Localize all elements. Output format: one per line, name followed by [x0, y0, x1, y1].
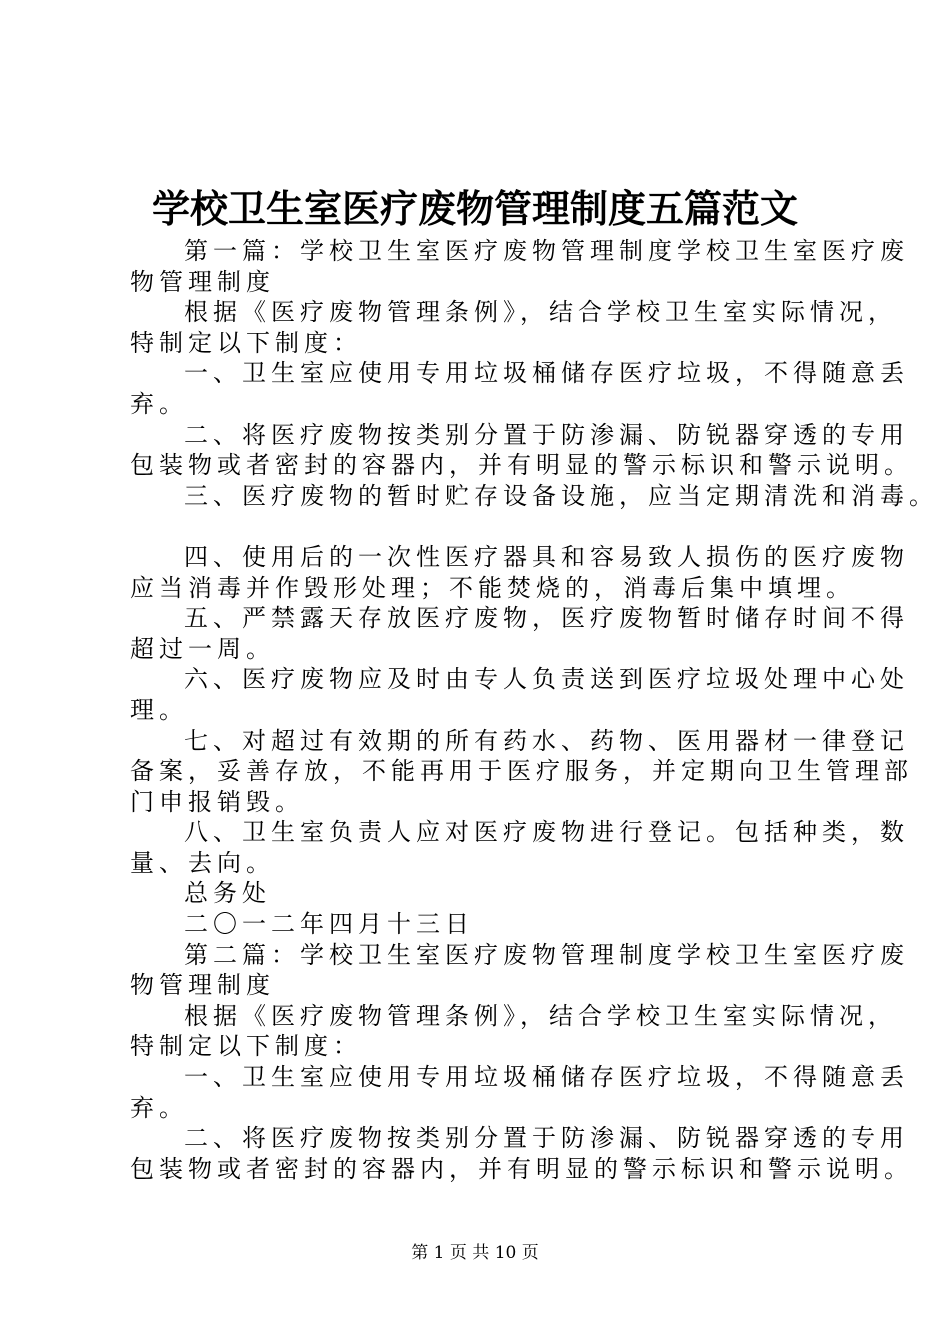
paragraph-line: 三、医疗废物的暂时贮存设备设施，应当定期清洗和消毒。	[184, 481, 938, 510]
paragraph-line: 根据《医疗废物管理条例》，结合学校卫生室实际情况，	[184, 1001, 897, 1030]
page-number-footer: 第 1 页 共 10 页	[411, 1243, 539, 1263]
paragraph-line: 特制定以下制度：	[130, 328, 362, 357]
paragraph-line: 第一篇：学校卫生室医疗废物管理制度学校卫生室医疗废	[184, 237, 909, 265]
paragraph-line: 第二篇：学校卫生室医疗废物管理制度学校卫生室医疗废	[184, 940, 909, 969]
signature-department: 总务处	[184, 879, 271, 908]
paragraph-line: 二、将医疗废物按类别分置于防渗漏、防锐器穿透的专用	[184, 420, 909, 449]
paragraph-line: 应当消毒并作毁形处理；不能焚烧的，消毒后集中填埋。	[130, 573, 855, 602]
paragraph-line: 七、对超过有效期的所有药水、药物、医用器材一律登记	[184, 726, 909, 755]
paragraph-line: 二、将医疗废物按类别分置于防渗漏、防锐器穿透的专用	[184, 1124, 909, 1153]
paragraph-line: 四、使用后的一次性医疗器具和容易致人损伤的医疗废物	[184, 542, 909, 571]
paragraph-line: 包装物或者密封的容器内，并有明显的警示标识和警示说明。	[130, 451, 913, 480]
paragraph-line: 特制定以下制度：	[130, 1032, 362, 1061]
signature-date: 二〇一二年四月十三日	[184, 910, 474, 939]
paragraph-line: 弃。	[130, 1093, 188, 1122]
paragraph-line: 包装物或者密封的容器内，并有明显的警示标识和警示说明。	[130, 1154, 913, 1183]
paragraph-line: 量、去向。	[130, 848, 275, 877]
document-title: 学校卫生室医疗废物管理制度五篇范文	[151, 187, 798, 231]
paragraph-line: 一、卫生室应使用专用垃圾桶储存医疗垃圾，不得随意丢	[184, 359, 909, 388]
paragraph-line: 五、严禁露天存放医疗废物，医疗废物暂时储存时间不得	[184, 604, 909, 633]
document-body	[130, 236, 938, 1184]
paragraph-line: 超过一周。	[130, 634, 275, 663]
paragraph-line: 八、卫生室负责人应对医疗废物进行登记。包括种类，数	[184, 818, 909, 847]
paragraph-line: 物管理制度	[130, 971, 275, 1000]
blank-line	[130, 511, 850, 542]
paragraph-line: 理。	[130, 695, 188, 724]
paragraph-line: 门申报销毁。	[130, 787, 304, 816]
paragraph-line: 备案，妥善存放，不能再用于医疗服务，并定期向卫生管理部	[130, 757, 913, 786]
paragraph-line: 物管理制度	[130, 267, 275, 296]
paragraph-line: 六、医疗废物应及时由专人负责送到医疗垃圾处理中心处	[184, 665, 909, 694]
paragraph-line: 弃。	[130, 389, 188, 418]
paragraph-line: 根据《医疗废物管理条例》，结合学校卫生室实际情况，	[184, 298, 897, 327]
paragraph-line: 一、卫生室应使用专用垃圾桶储存医疗垃圾，不得随意丢	[184, 1063, 909, 1092]
